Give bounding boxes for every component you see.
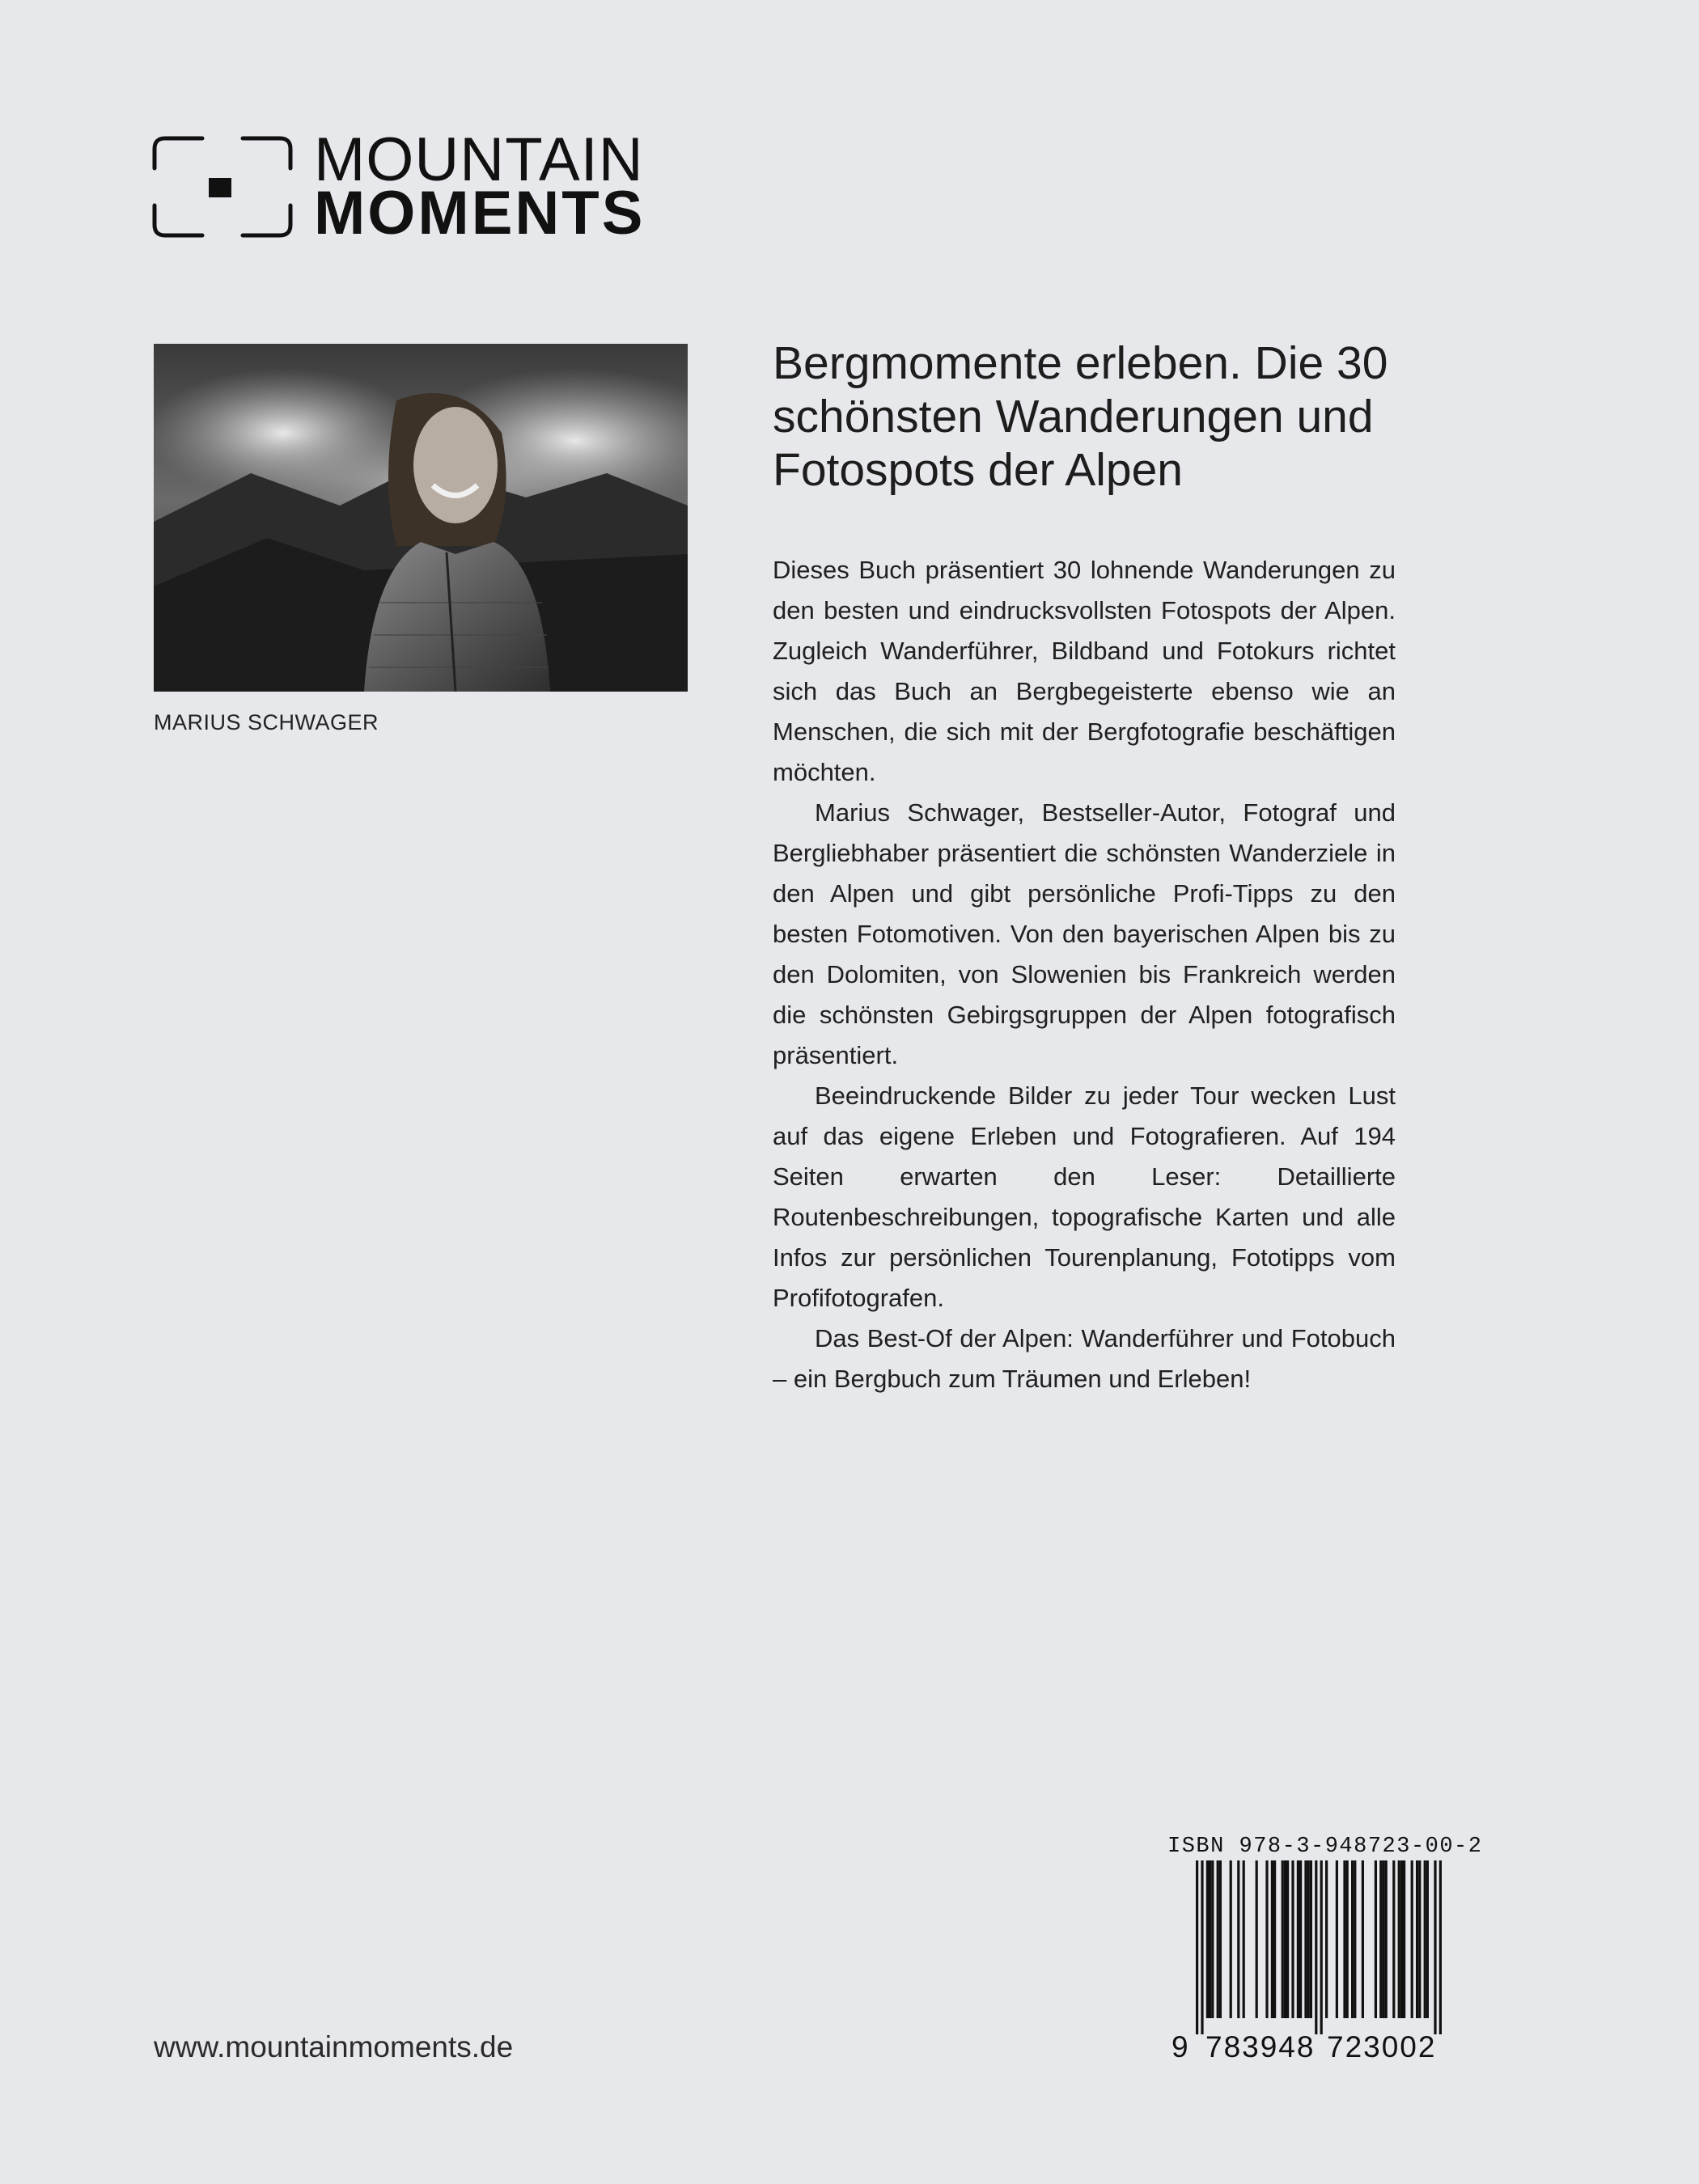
- barcode-bar: [1382, 1860, 1384, 2018]
- barcode-bar: [1206, 1860, 1209, 2018]
- barcode-right-digits: 723002: [1327, 2030, 1437, 2063]
- barcode-bar: [1416, 1860, 1418, 2018]
- barcode-bar: [1230, 1860, 1232, 2018]
- barcode-bar: [1403, 1860, 1405, 2018]
- barcode-bar: [1209, 1860, 1211, 2018]
- barcode: [1172, 1860, 1447, 2038]
- barcode-bar: [1392, 1860, 1395, 2018]
- barcode-bar: [1325, 1860, 1328, 2018]
- barcode-bar: [1424, 1860, 1426, 2018]
- barcode-bar: [1336, 1860, 1338, 2018]
- barcode-lead-digit: 9: [1172, 2030, 1190, 2063]
- headline: Bergmomente erleben. Die 30 schönsten Wanderungen und Fotospots der Alpen: [773, 337, 1388, 496]
- camera-frame-icon: [152, 134, 294, 239]
- barcode-bar: [1196, 1860, 1198, 2034]
- barcode-bar: [1354, 1860, 1356, 2018]
- barcode-bar: [1256, 1860, 1258, 2018]
- logo-text-moments: MOMENTS: [314, 179, 646, 248]
- barcode-bar: [1271, 1860, 1273, 2018]
- barcode-bar: [1304, 1860, 1307, 2018]
- barcode-bar: [1418, 1860, 1421, 2018]
- barcode-bar: [1362, 1860, 1364, 2018]
- barcode-bar: [1398, 1860, 1400, 2018]
- barcode-bar: [1379, 1860, 1382, 2018]
- photo-caption: MARIUS SCHWAGER: [154, 710, 379, 734]
- barcode-bar: [1282, 1860, 1284, 2018]
- barcode-bar: [1375, 1860, 1377, 2018]
- barcode-bar: [1426, 1860, 1429, 2018]
- barcode-bar: [1201, 1860, 1203, 2034]
- paragraph: Beeindruckende Bilder zu jeder Tour wecken Lust auf das eigene Erleben und Fotografieren. Auf 194 Seiten erwarten den Leser: Detaillierte Routenbeschreibungen, topografische Karten und alle Infos zur persönlichen Tourenplanung, Fototipps vom Profifotografen.: [773, 1081, 1396, 1312]
- barcode-bar: [1284, 1860, 1286, 2018]
- barcode-bar: [1273, 1860, 1276, 2018]
- paragraph: Marius Schwager, Bestseller-Autor, Fotograf und Bergliebhaber präsentiert die schönsten Wanderziele in den Alpen und gibt persönliche Profi-Tipps zu den besten Fotomotiven. Von den bayerischen Alpen bis zu den Dolomiten, von Slowenien bis Frankreich werden die schönsten Gebirgsgruppen der Alpen fotografisch präsentiert.: [773, 798, 1396, 1069]
- barcode-bar: [1211, 1860, 1214, 2018]
- author-photo: [154, 344, 688, 692]
- paragraph: Das Best-Of der Alpen: Wanderführer und Fotobuch – ein Bergbuch zum Träumen und Erleben!: [773, 1324, 1396, 1393]
- barcode-bar: [1320, 1860, 1323, 2034]
- barcode-bar: [1237, 1860, 1239, 2018]
- barcode-bar: [1351, 1860, 1354, 2018]
- barcode-bar: [1315, 1860, 1317, 2034]
- barcode-bar: [1434, 1860, 1436, 2034]
- barcode-bar: [1297, 1860, 1299, 2018]
- barcode-bar: [1411, 1860, 1413, 2018]
- barcode-bar: [1217, 1860, 1219, 2018]
- website-url: www.mountainmoments.de: [154, 2030, 514, 2063]
- barcode-bar: [1265, 1860, 1268, 2018]
- barcode-bar: [1400, 1860, 1403, 2018]
- logo-text-mountain: MOUNTAIN: [314, 125, 644, 194]
- barcode-bar: [1310, 1860, 1312, 2018]
- barcode-bar: [1343, 1860, 1345, 2018]
- barcode-bar: [1439, 1860, 1442, 2034]
- barcode-left-digits: 783948: [1205, 2030, 1316, 2063]
- barcode-bar: [1307, 1860, 1310, 2018]
- barcode-bar: [1291, 1860, 1294, 2018]
- barcode-bar: [1346, 1860, 1349, 2018]
- paragraph: Dieses Buch präsentiert 30 lohnende Wanderungen zu den besten und eindrucksvollsten Fotospots der Alpen. Zugleich Wanderführer, Bildband und Fotokurs richtet sich das Buch an Bergbegeisterte ebenso wie an Menschen, die sich mit der Bergfotografie beschäftigen möchten.: [773, 556, 1396, 786]
- barcode-bar: [1243, 1860, 1245, 2018]
- barcode-bar: [1385, 1860, 1388, 2018]
- brand-logo: [152, 125, 646, 248]
- barcode-bar: [1286, 1860, 1289, 2018]
- barcode-bar: [1219, 1860, 1222, 2018]
- barcode-bar: [1299, 1860, 1302, 2018]
- isbn-label: ISBN 978-3-948723-00-2: [1167, 1835, 1483, 1859]
- description-text: [773, 550, 1396, 1399]
